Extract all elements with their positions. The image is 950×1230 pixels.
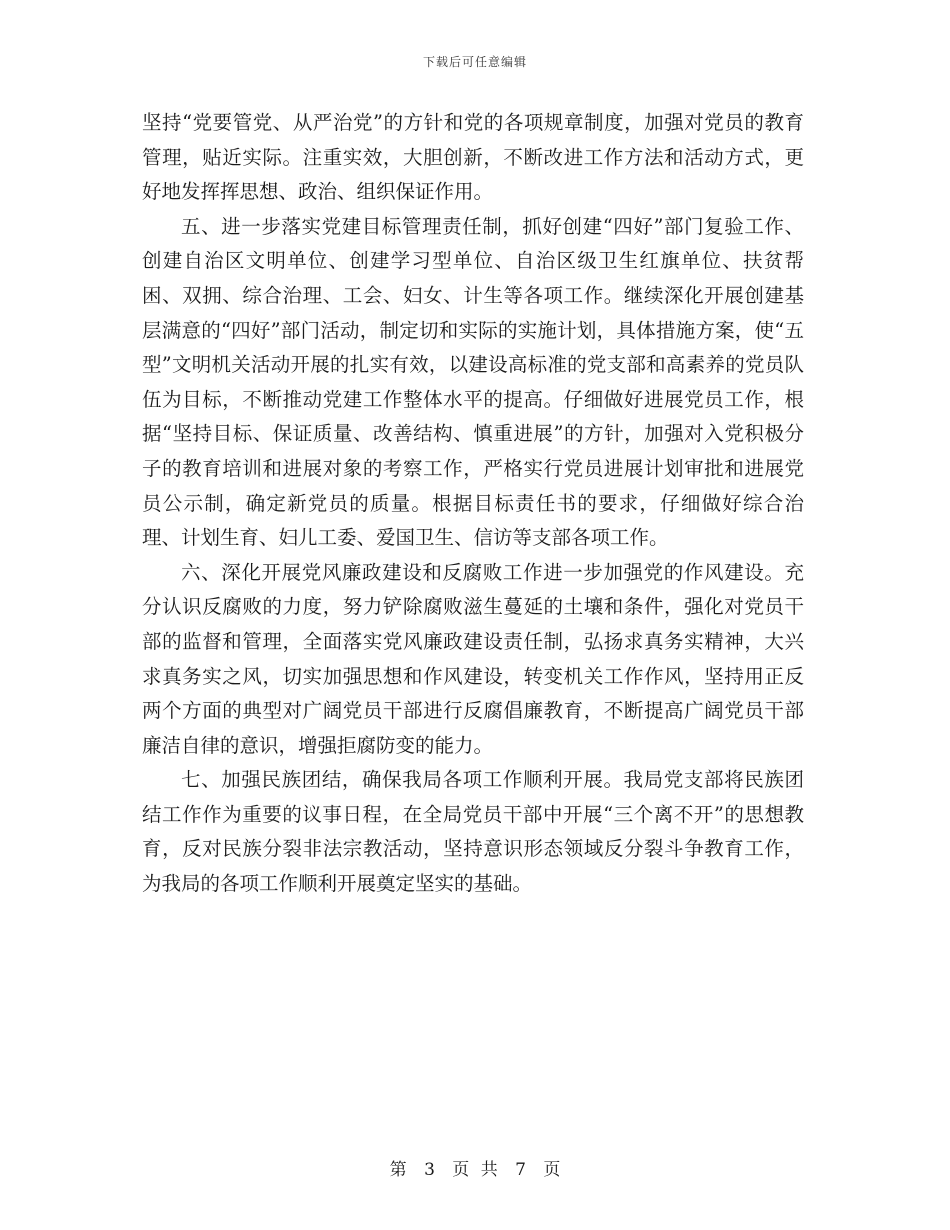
footer-current-page: 3 (424, 1160, 435, 1180)
footer-total-pages: 7 (515, 1160, 526, 1180)
paragraph-continuation: 坚持“党要管党、从严治党”的方针和党的各项规章制度，加强对党员的教育管理，贴近实际。注重实效，大胆创新，不断改进工作方法和活动方式，更好地发挥挥思想、政治、组织保证作用。 (142, 111, 804, 204)
document-body (142, 106, 804, 902)
footer-prefix: 第 (389, 1160, 407, 1180)
page-footer (0, 1155, 950, 1180)
paragraph-section-5: 五、进一步落实党建目标管理责任制，抓好创建“四好”部门复验工作、创建自治区文明单位、创建学习型单位、自治区级卫生红旗单位、扶贫帮困、双拥、综合治理、工会、妇女、计生等各项工作。继续深化开展创建基层满意的“四好”部门活动，制定切和实际的实施计划，具体措施方案，使“五型”文明机关活动开展的扎实有效，以建设高标准的党支部和高素养的党员队伍为目标，不断推动党建工作整体水平的提高。仔细做好进展党员工作，根据“坚持目标、保证质量、改善结构、慎重进展”的方针，加强对入党积极分子的教育培训和进展对象的考察工作，严格实行党员进展计划审批和进展党员公示制，确定新党员的质量。根据目标责任书的要求，仔细做好综合治理、计划生育、妇儿工委、爱国卫生、信访等支部各项工作。 (142, 214, 804, 550)
header-text: 下载后可任意编辑 (422, 55, 527, 69)
paragraph-section-7: 七、加强民族团结，确保我局各项工作顺利开展。我局党支部将民族团结工作作为重要的议事日程，在全局党员干部中开展“三个离不开”的思想教育，反对民族分裂非法宗教活动，坚持意识形态领域反分裂斗争教育工作，为我局的各项工作顺利开展奠定坚实的基础。 (142, 768, 804, 896)
page-header (0, 53, 950, 70)
footer-middle: 页 共 (452, 1160, 498, 1180)
paragraph-section-6: 六、深化开展党风廉政建设和反腐败工作进一步加强党的作风建设。充分认识反腐败的力度，努力铲除腐败滋生蔓延的土壤和条件，强化对党员干部的监督和管理，全面落实党风廉政建设责任制，弘扬求真务实精神，大兴求真务实之风，切实加强思想和作风建设，转变机关工作作风，坚持用正反两个方面的典型对广阔党员干部进行反腐倡廉教育，不断提高广阔党员干部廉洁自律的意识，增强拒腐防变的能力。 (142, 560, 804, 757)
footer-suffix: 页 (543, 1160, 561, 1180)
